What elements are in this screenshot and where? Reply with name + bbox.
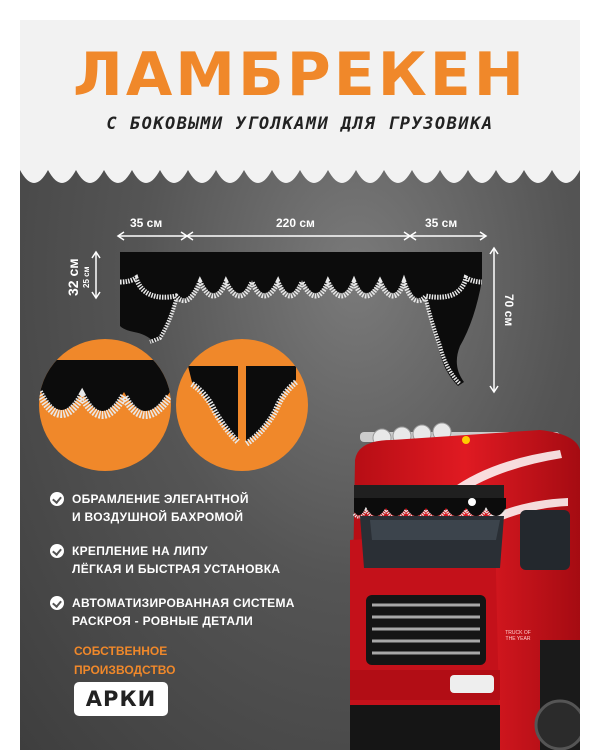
brand-caption-line: СОБСТВЕННОЕ — [74, 644, 168, 658]
brand-logo: АРКИ — [74, 682, 168, 716]
dim-corner-height: 70 см — [502, 294, 516, 327]
feature-text: РАСКРОЯ - РОВНЫЕ ДЕТАЛИ — [72, 614, 254, 628]
feature-item — [50, 594, 350, 630]
dim-left-corner-width: 35 см — [130, 216, 163, 230]
detail-fringe-zoom — [39, 339, 179, 471]
feature-item — [50, 542, 350, 578]
feature-list — [50, 490, 350, 646]
feature-text: ЛЁГКАЯ И БЫСТРАЯ УСТАНОВКА — [72, 562, 281, 576]
detail-corner-zoom — [176, 339, 308, 471]
feature-item — [50, 490, 350, 526]
brand-caption — [74, 642, 214, 680]
product-title: ЛАМБРЕКЕН — [73, 40, 527, 110]
product-card — [20, 20, 580, 750]
feature-text: АВТОМАТИЗИРОВАННАЯ СИСТЕМА — [72, 596, 295, 610]
lambrequin-curtain — [120, 252, 482, 386]
check-icon — [50, 492, 64, 506]
product-subtitle: С БОКОВЫМИ УГОЛКАМИ ДЛЯ ГРУЗОВИКА — [106, 114, 494, 134]
check-icon — [50, 596, 64, 610]
dim-right-corner-width: 35 см — [425, 216, 458, 230]
check-icon — [50, 544, 64, 558]
truck-image — [350, 423, 580, 750]
feature-text: ОБРАМЛЕНИЕ ЭЛЕГАНТНОЙ — [72, 492, 249, 506]
feature-text: И ВОЗДУШНОЙ БАХРОМОЙ — [72, 510, 244, 524]
brand-caption-line: ПРОИЗВОДСТВО — [74, 663, 176, 677]
truck-of-the-year-badge: TRUCK OF THE YEAR — [505, 630, 531, 642]
dim-center-width: 220 см — [276, 216, 315, 230]
dim-inner-height: 25 см — [82, 266, 91, 288]
dim-total-height: 32 см — [65, 258, 81, 296]
feature-text: КРЕПЛЕНИЕ НА ЛИПУ — [72, 544, 208, 558]
